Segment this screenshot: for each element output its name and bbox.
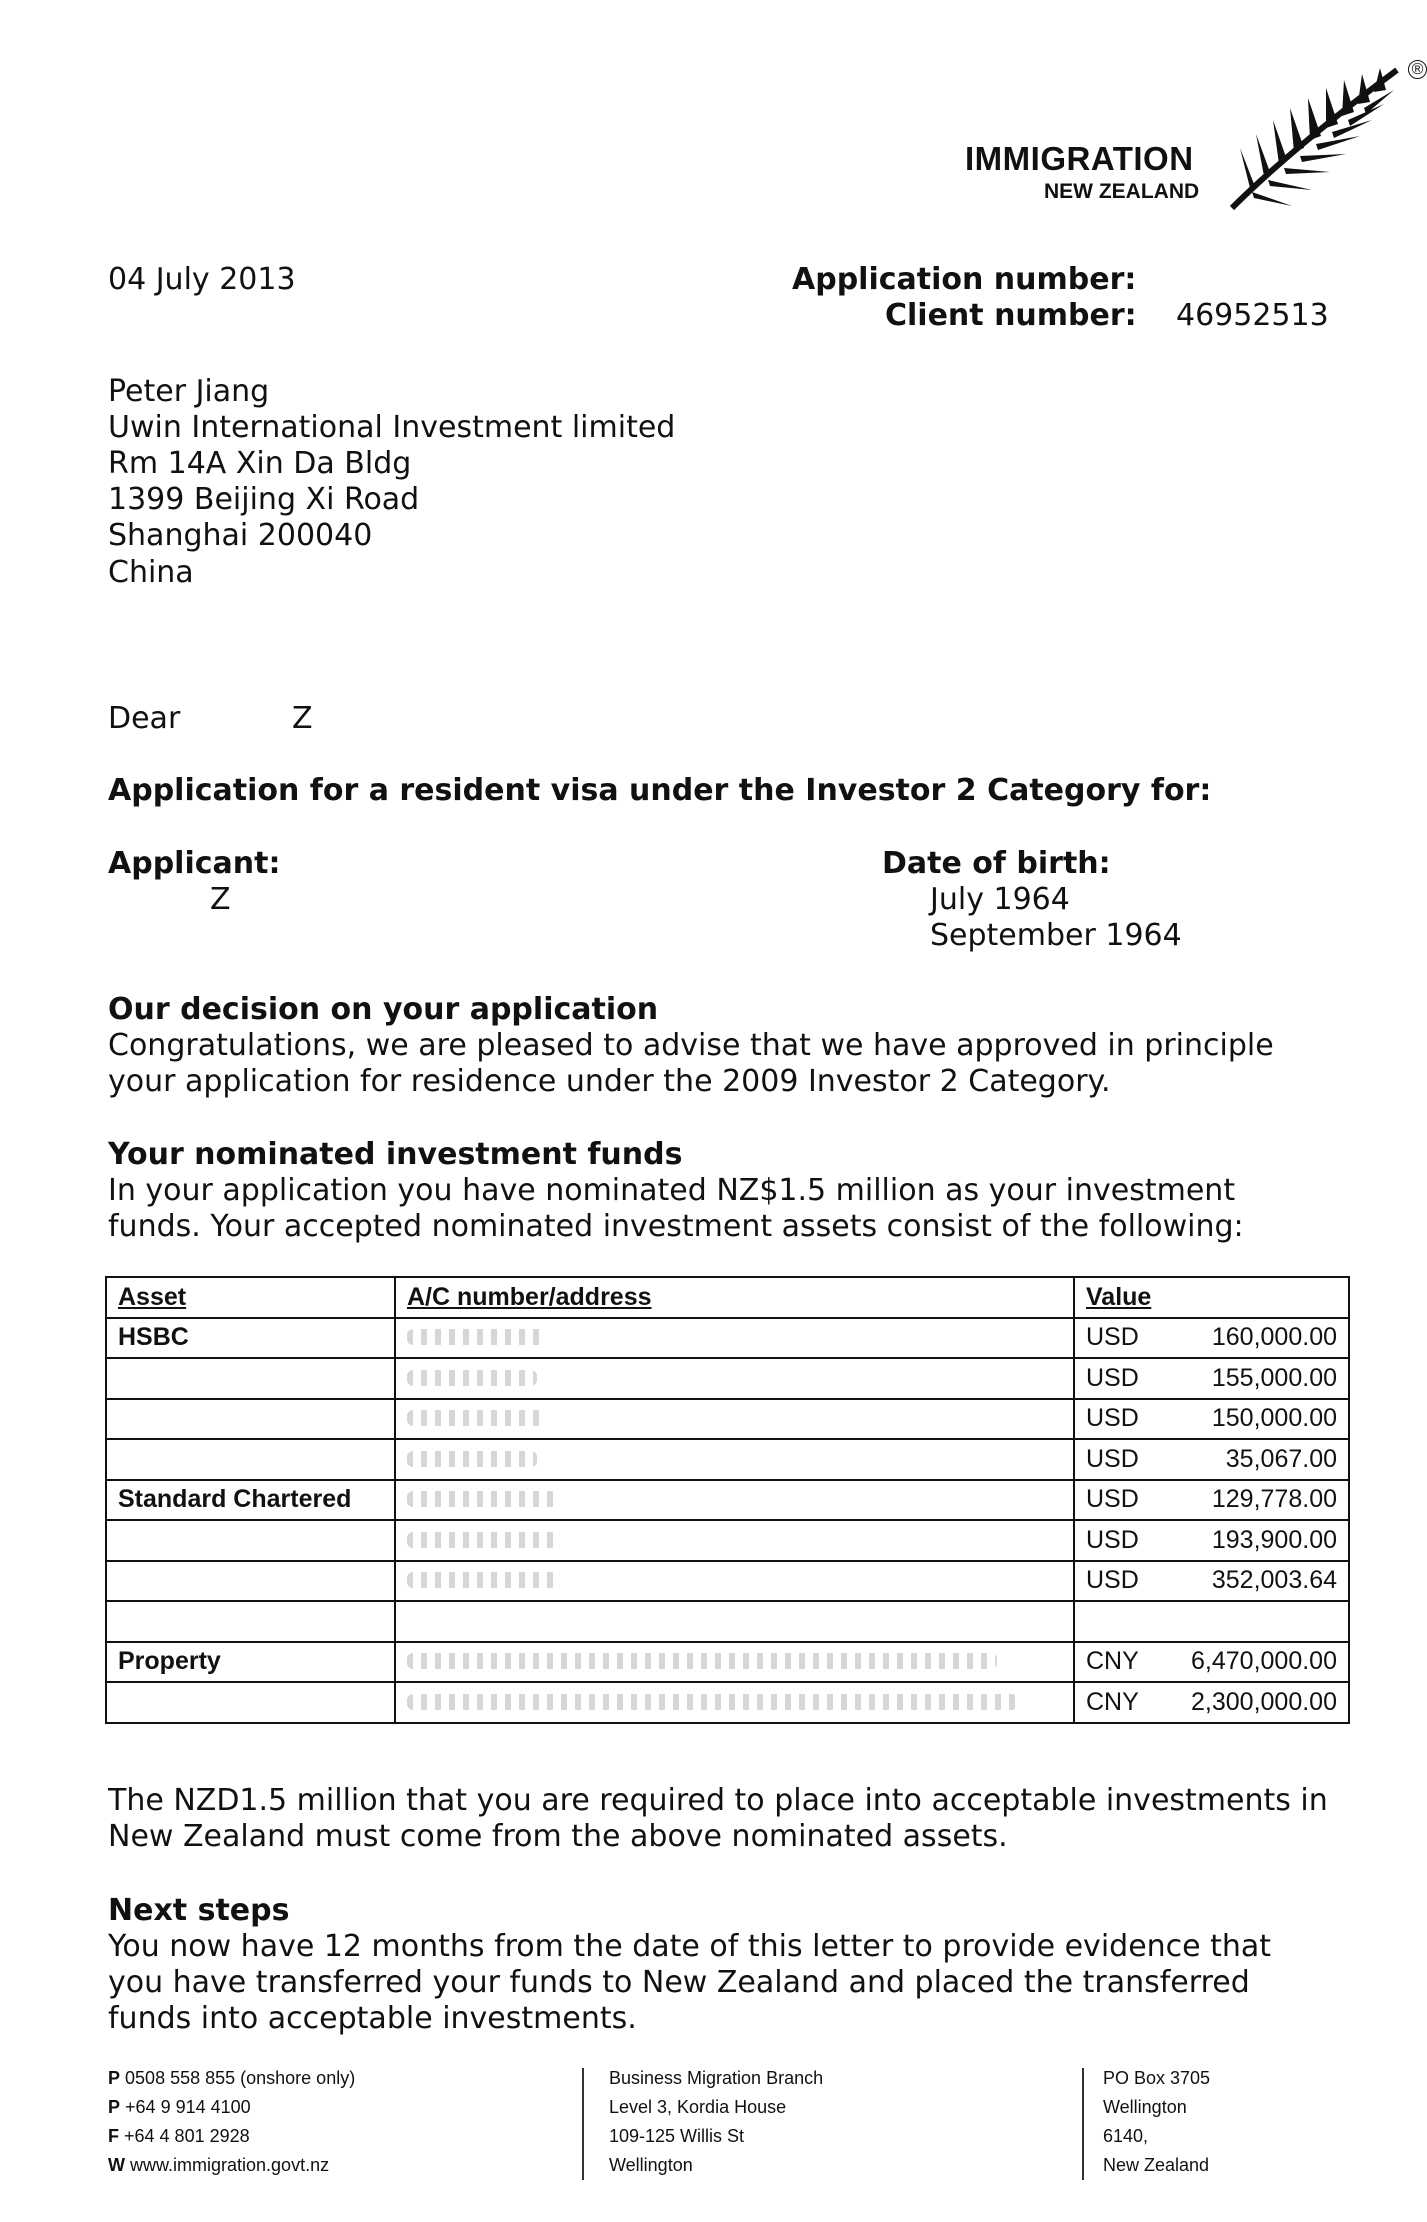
asset-cell [106, 1561, 395, 1602]
redacted-account [407, 1532, 557, 1548]
address-line: China [108, 555, 194, 590]
requirement-text: New Zealand must come from the above nominated assets. [108, 1819, 1008, 1854]
funds-text: funds. Your accepted nominated investment assets consist of the following: [108, 1209, 1244, 1244]
header-value: Value [1086, 1282, 1152, 1311]
footer-line: 6140, [1103, 2126, 1149, 2146]
amount: 35,067.00 [1225, 1444, 1337, 1473]
address-line: Shanghai 200040 [108, 518, 373, 553]
footer-postal [1103, 2064, 1210, 2180]
asset-cell [106, 1601, 395, 1642]
account-cell [395, 1642, 1074, 1683]
footer-line: W www.immigration.govt.nz [108, 2155, 330, 2175]
redacted-account [407, 1410, 547, 1426]
address-line: Uwin International Investment limited [108, 410, 676, 445]
value-cell [1074, 1561, 1349, 1602]
salutation-dear: Dear [108, 701, 181, 736]
footer-line: Wellington [1103, 2097, 1187, 2117]
account-cell [395, 1561, 1074, 1602]
account-cell [395, 1601, 1074, 1642]
decision-text: Congratulations, we are pleased to advise that we have approved in principle [108, 1028, 1274, 1063]
footer-line: Level 3, Kordia House [609, 2097, 787, 2117]
table-row [106, 1520, 1349, 1561]
amount: 155,000.00 [1211, 1363, 1337, 1392]
footer-branch [609, 2064, 823, 2180]
logo-subtitle: NEW ZEALAND [1044, 180, 1200, 203]
header-asset: Asset [118, 1282, 187, 1311]
header-account: A/C number/address [407, 1282, 652, 1311]
asset-cell: HSBC [106, 1318, 395, 1359]
footer-line: P 0508 558 855 (onshore only) [108, 2068, 356, 2088]
footer-line: P +64 9 914 4100 [108, 2097, 251, 2117]
requirement-text: The NZD1.5 million that you are required to place into acceptable investments in [108, 1783, 1328, 1818]
amount: 150,000.00 [1211, 1404, 1337, 1433]
dob-label: Date of birth: [882, 846, 1111, 881]
asset-cell [106, 1439, 395, 1480]
redacted-account [407, 1491, 557, 1507]
account-cell [395, 1682, 1074, 1723]
client-number: 46952513 [1176, 298, 1329, 333]
amount: 352,003.64 [1211, 1566, 1337, 1595]
applicant-label: Applicant: [108, 846, 281, 881]
table-row [106, 1601, 1349, 1642]
next-steps-text: you have transferred your funds to New Zealand and placed the transferred [108, 1965, 1250, 2000]
redacted-address [407, 1694, 1017, 1710]
application-number-label: Application number: [792, 262, 1137, 297]
currency: USD [1086, 1404, 1139, 1433]
amount: 193,900.00 [1211, 1525, 1337, 1554]
next-steps-text: funds into acceptable investments. [108, 2001, 637, 2036]
redacted-address [407, 1653, 997, 1669]
next-steps-text: You now have 12 months from the date of this letter to provide evidence that [108, 1929, 1272, 1964]
account-cell [395, 1399, 1074, 1440]
dob-value: September 1964 [930, 918, 1182, 953]
currency: CNY [1086, 1687, 1139, 1716]
asset-cell [106, 1358, 395, 1399]
amount: 2,300,000.00 [1191, 1687, 1337, 1716]
footer-line: PO Box 3705 [1103, 2068, 1211, 2088]
currency: USD [1086, 1525, 1139, 1554]
asset-cell: Standard Chartered [106, 1480, 395, 1521]
subject-line: Application for a resident visa under the Investor 2 Category for: [108, 773, 1212, 808]
value-cell [1074, 1399, 1349, 1440]
currency: USD [1086, 1323, 1139, 1352]
footer-line: Business Migration Branch [609, 2068, 824, 2088]
footer-divider [1082, 2068, 1084, 2180]
amount: 129,778.00 [1211, 1485, 1337, 1514]
next-steps-heading: Next steps [108, 1893, 290, 1928]
table-row [106, 1642, 1349, 1683]
silver-fern-icon [1222, 58, 1422, 220]
asset-cell [106, 1520, 395, 1561]
decision-text: your application for residence under the 2009 Investor 2 Category. [108, 1064, 1111, 1099]
salutation-name: Z [292, 701, 313, 736]
account-cell [395, 1480, 1074, 1521]
currency: CNY [1086, 1647, 1139, 1676]
footer-line: Wellington [609, 2155, 693, 2175]
applicant-name: Z [210, 882, 231, 917]
redacted-account [407, 1370, 537, 1386]
account-cell [395, 1318, 1074, 1359]
asset-cell [106, 1682, 395, 1723]
currency: USD [1086, 1566, 1139, 1595]
currency: USD [1086, 1444, 1139, 1473]
value-cell [1074, 1520, 1349, 1561]
dob-value: July 1964 [930, 882, 1070, 917]
table-row [106, 1399, 1349, 1440]
amount: 160,000.00 [1211, 1323, 1337, 1352]
value-cell [1074, 1480, 1349, 1521]
value-cell [1074, 1439, 1349, 1480]
table-row [106, 1480, 1349, 1521]
footer-line: New Zealand [1103, 2155, 1210, 2175]
footer-divider [582, 2068, 584, 2180]
value-cell [1074, 1601, 1349, 1642]
address-line: Rm 14A Xin Da Bldg [108, 446, 412, 481]
decision-heading: Our decision on your application [108, 992, 659, 1027]
asset-cell [106, 1399, 395, 1440]
address-line: Peter Jiang [108, 374, 270, 409]
client-number-label: Client number: [885, 298, 1137, 333]
logo-title: IMMIGRATION [965, 140, 1194, 177]
account-cell [395, 1520, 1074, 1561]
account-cell [395, 1439, 1074, 1480]
table-header-row [106, 1277, 1349, 1318]
table-row [106, 1358, 1349, 1399]
account-cell [395, 1358, 1074, 1399]
table-row [106, 1318, 1349, 1359]
table-row [106, 1682, 1349, 1723]
value-cell [1074, 1358, 1349, 1399]
value-cell [1074, 1642, 1349, 1683]
funds-heading: Your nominated investment funds [108, 1137, 683, 1172]
registered-mark: ® [1408, 60, 1427, 79]
value-cell [1074, 1682, 1349, 1723]
currency: USD [1086, 1363, 1139, 1392]
funds-text: In your application you have nominated NZ$1.5 million as your investment [108, 1173, 1236, 1208]
asset-cell: Property [106, 1642, 395, 1683]
letter-date: 04 July 2013 [108, 262, 296, 297]
table-row [106, 1561, 1349, 1602]
footer-line: 109-125 Willis St [609, 2126, 745, 2146]
assets-table [105, 1276, 1350, 1724]
value-cell [1074, 1318, 1349, 1359]
footer-line: F +64 4 801 2928 [108, 2126, 250, 2146]
amount: 6,470,000.00 [1191, 1647, 1337, 1676]
redacted-account [407, 1451, 537, 1467]
redacted-account [407, 1329, 547, 1345]
currency: USD [1086, 1485, 1139, 1514]
redacted-account [407, 1572, 557, 1588]
address-line: 1399 Beijing Xi Road [108, 482, 420, 517]
table-row [106, 1439, 1349, 1480]
footer-contact [108, 2064, 355, 2180]
